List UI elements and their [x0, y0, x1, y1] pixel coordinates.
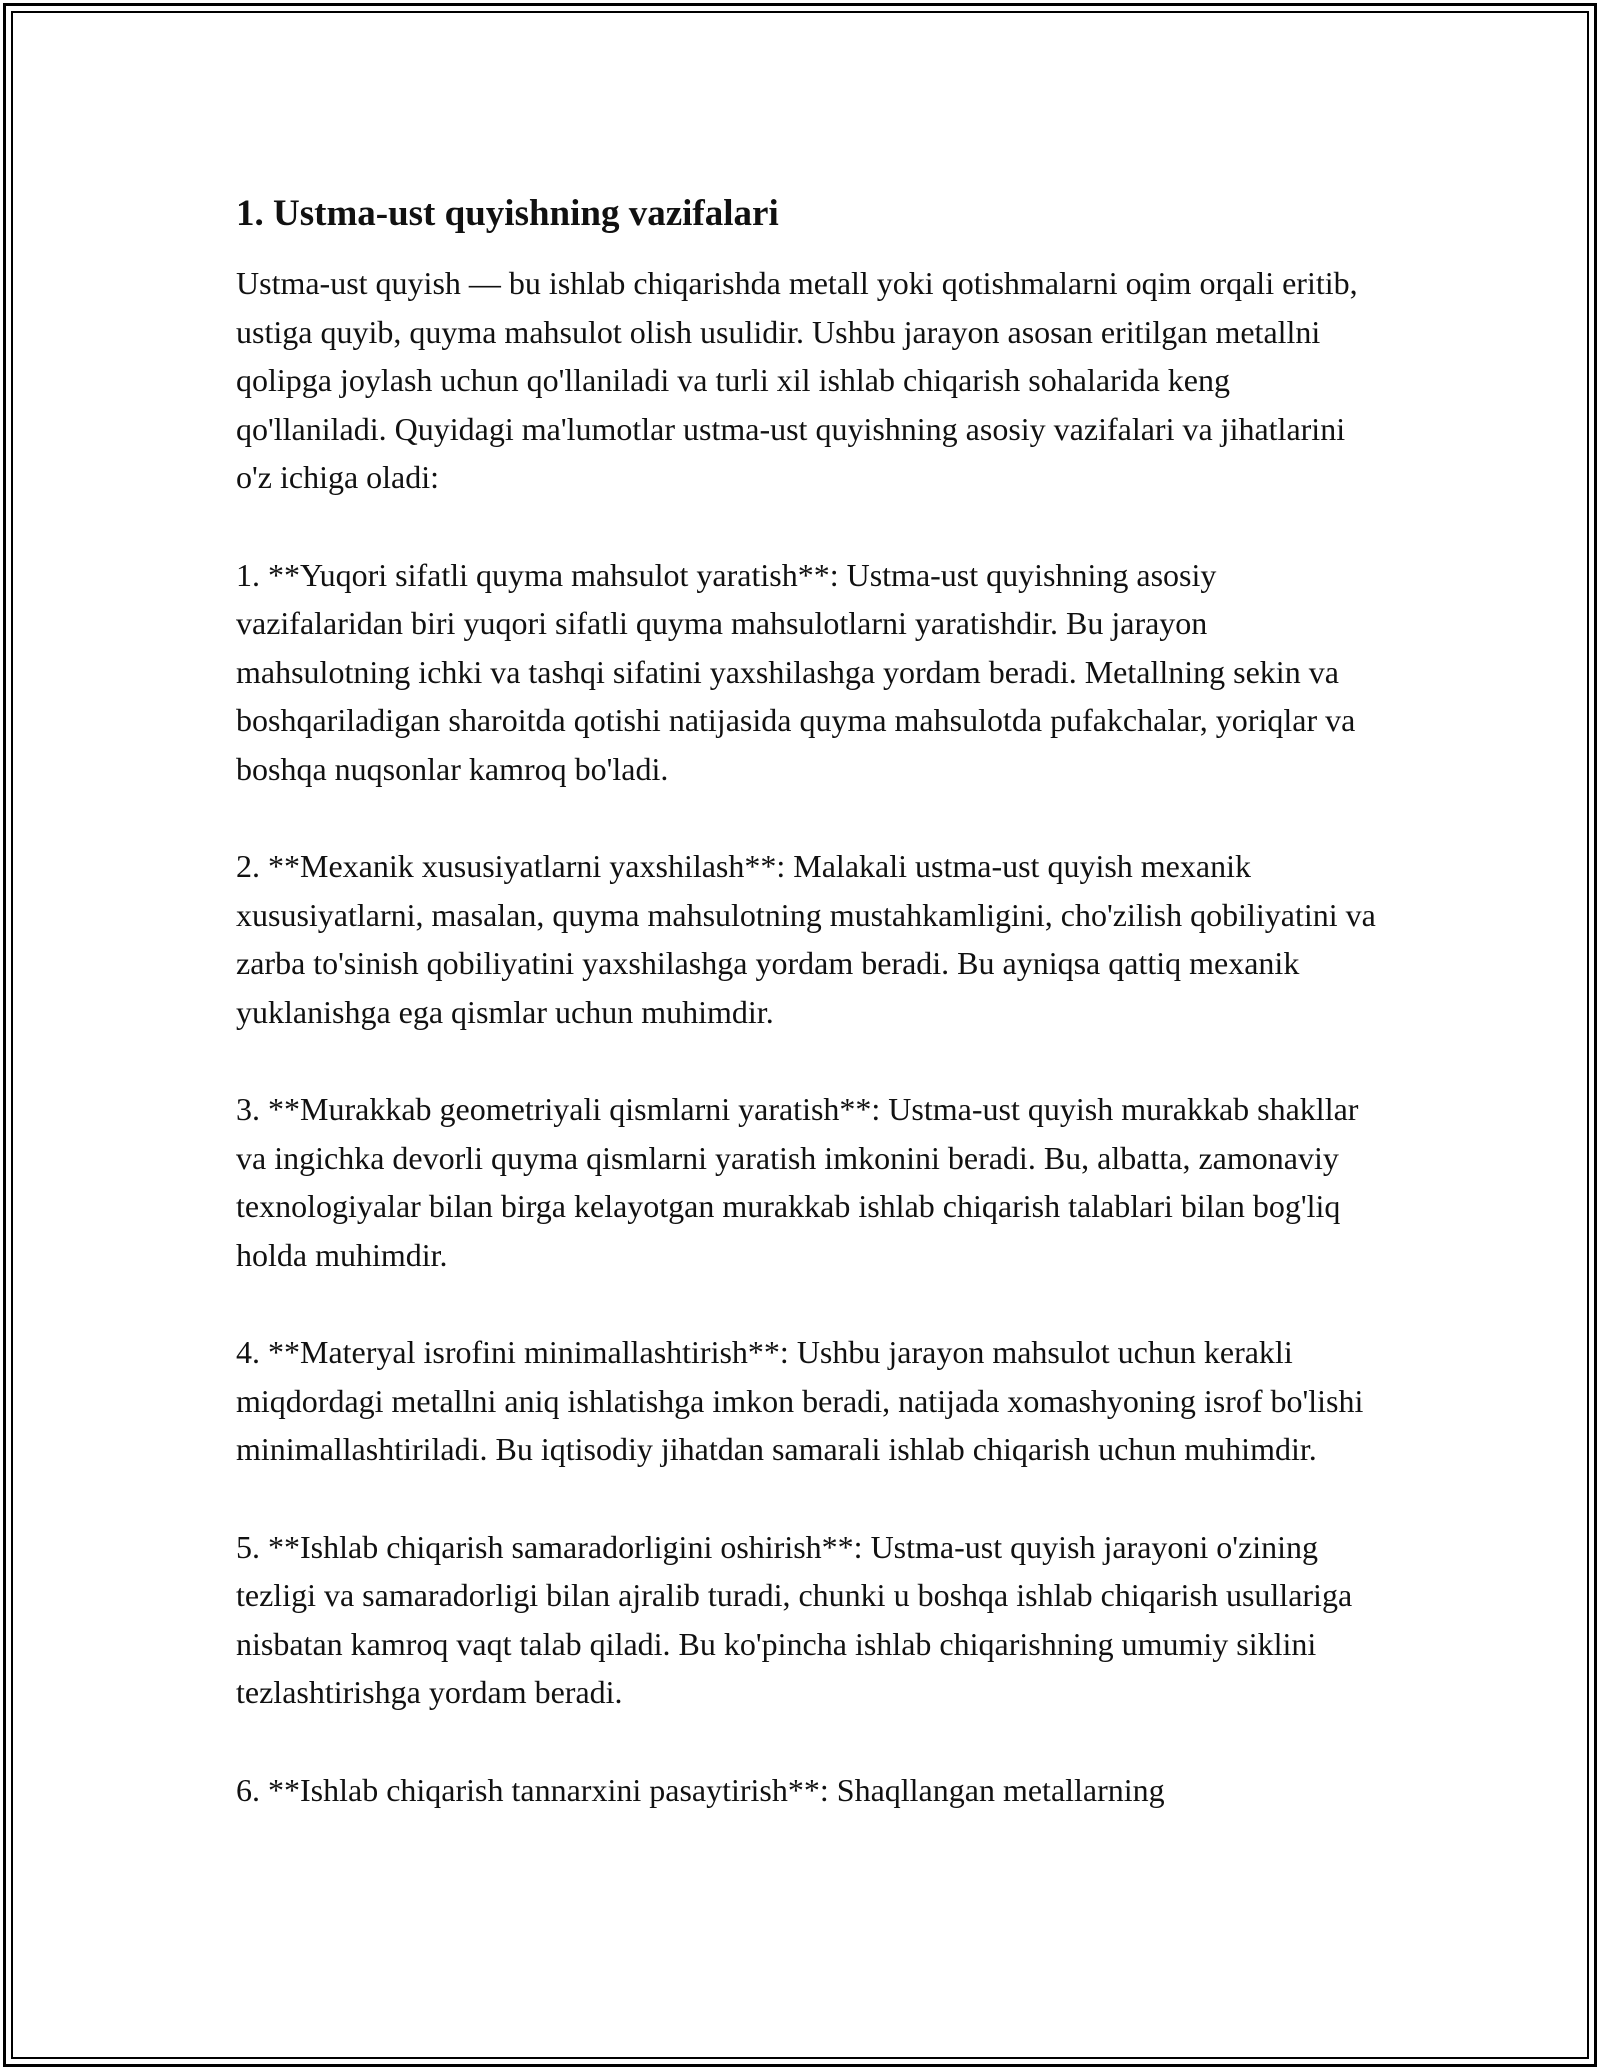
document-body	[236, 259, 1376, 1814]
list-item-3: 3. **Murakkab geometriyali qismlarni yaratish**: Ustma-ust quyish murakkab shakllar va ingichka devorli quyma qismlarni yaratish imkonini beradi. Bu, albatta, zamonaviy texnologiyalar bilan birga kelayotgan murakkab ishlab chiqarish talablari bilan bog'liq holda muhimdir.	[236, 1091, 1359, 1273]
list-item-4: 4. **Materyal isrofini minimallashtirish**: Ushbu jarayon mahsulot uchun kerakli miqdordagi metallni aniq ishlatishga imkon beradi, natijada xomashyoning isrof bo'lishi minimallashtiriladi. Bu iqtisodiy jihatdan samarali ishlab chiqarish uchun muhimdir.	[236, 1334, 1364, 1467]
list-item-5: 5. **Ishlab chiqarish samaradorligini oshirish**: Ustma-ust quyish jarayoni o'zining tezligi va samaradorligi bilan ajralib turadi, chunki u boshqa ishlab chiqarish usullariga nisbatan kamroq vaqt talab qiladi. Bu ko'pincha ishlab chiqarishning umumiy siklini tezlashtirishga yordam beradi.	[236, 1528, 1353, 1710]
list-item-6: 6. **Ishlab chiqarish tannarxini pasaytirish**: Shaqllangan metallarning	[236, 1771, 1165, 1808]
list-item-2: 2. **Mexanik xususiyatlarni yaxshilash**: Malakali ustma-ust quyish mexanik xususiyatlarni, masalan, quyma mahsulotning mustahkamligini, cho'zilish qobiliyatini va zarba to'sinish qobiliyatini yaxshilashga yordam beradi. Bu ayniqsa qattiq mexanik yuklanishga ega qismlar uchun muhimdir.	[236, 848, 1376, 1030]
document-content	[236, 186, 1376, 1814]
document-title: 1. Ustma-ust quyishning vazifalari	[236, 193, 779, 234]
list-item-1: 1. **Yuqori sifatli quyma mahsulot yaratish**: Ustma-ust quyishning asosiy vazifalaridan biri yuqori sifatli quyma mahsulotlarni yaratishdir. Bu jarayon mahsulotning ichki va tashqi sifatini yaxshilashga yordam beradi. Metallning sekin va boshqariladigan sharoitda qotishi natijasida quyma mahsulotda pufakchalar, yoriqlar va boshqa nuqsonlar kamroq bo'ladi.	[236, 556, 1356, 787]
intro-paragraph: Ustma-ust quyish — bu ishlab chiqarishda metall yoki qotishmalarni oqim orqali eritib, ustiga quyib, quyma mahsulot olish usulidir. Ushbu jarayon asosan eritilgan metallni qolipga joylash uchun qo'llaniladi va turli xil ishlab chiqarish sohalarida keng qo'llaniladi. Quyidagi ma'lumotlar ustma-ust quyishning asosiy vazifalari va jihatlarini o'z ichiga oladi:	[236, 265, 1358, 495]
